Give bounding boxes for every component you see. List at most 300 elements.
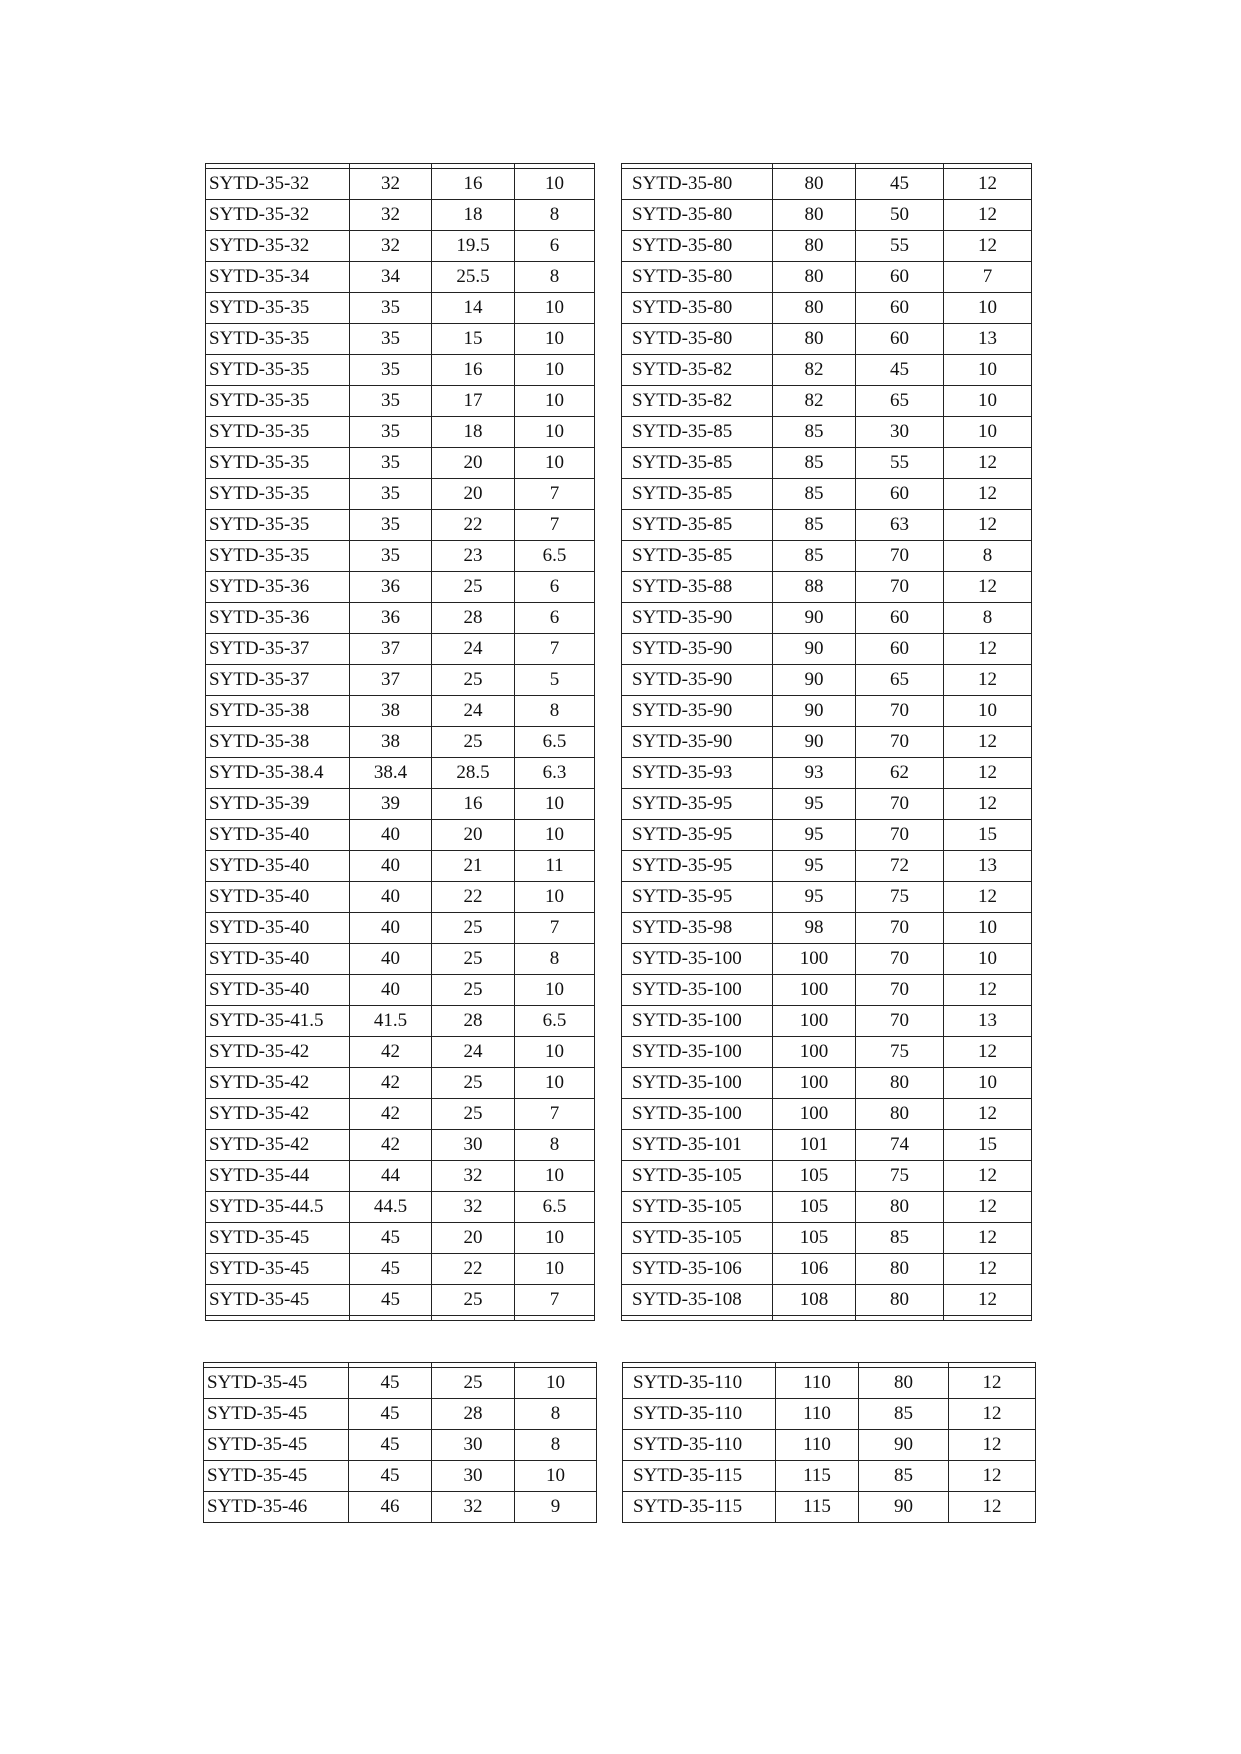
inner-diameter-cell: 25 — [432, 1285, 515, 1316]
thickness-cell: 12 — [944, 169, 1032, 200]
inner-diameter-cell: 60 — [856, 603, 944, 634]
model-cell: SYTD-35-80 — [622, 231, 773, 262]
model-cell: SYTD-35-38.4 — [206, 758, 350, 789]
outer-diameter-cell: 35 — [350, 417, 432, 448]
table-row — [206, 169, 595, 200]
outer-diameter-cell: 38 — [350, 727, 432, 758]
thickness-cell: 12 — [944, 1192, 1032, 1223]
outer-diameter-cell: 44.5 — [350, 1192, 432, 1223]
table-edge-row — [206, 1316, 595, 1321]
thickness-cell: 8 — [944, 603, 1032, 634]
table-row — [622, 1223, 1032, 1254]
inner-diameter-cell: 25 — [432, 665, 515, 696]
table-edge-cell — [773, 1316, 856, 1321]
outer-diameter-cell: 41.5 — [350, 1006, 432, 1037]
table-row — [204, 1399, 597, 1430]
inner-diameter-cell: 60 — [856, 324, 944, 355]
table-edge-cell — [944, 1316, 1032, 1321]
table-row — [206, 727, 595, 758]
table-edge-cell — [432, 1316, 515, 1321]
inner-diameter-cell: 70 — [856, 727, 944, 758]
thickness-cell: 10 — [515, 417, 595, 448]
table-row — [206, 200, 595, 231]
thickness-cell: 12 — [944, 231, 1032, 262]
table-row — [622, 262, 1032, 293]
thickness-cell: 12 — [944, 200, 1032, 231]
thickness-cell: 8 — [515, 262, 595, 293]
thickness-cell: 10 — [944, 417, 1032, 448]
model-cell: SYTD-35-37 — [206, 665, 350, 696]
inner-diameter-cell: 24 — [432, 1037, 515, 1068]
outer-diameter-cell: 32 — [350, 169, 432, 200]
model-cell: SYTD-35-95 — [622, 851, 773, 882]
thickness-cell: 6 — [515, 572, 595, 603]
thickness-cell: 6.5 — [515, 727, 595, 758]
model-cell: SYTD-35-40 — [206, 913, 350, 944]
table-row — [206, 696, 595, 727]
table-row — [206, 1130, 595, 1161]
model-cell: SYTD-35-90 — [622, 696, 773, 727]
thickness-cell: 13 — [944, 324, 1032, 355]
thickness-cell: 10 — [515, 1161, 595, 1192]
model-cell: SYTD-35-108 — [622, 1285, 773, 1316]
table-row — [206, 944, 595, 975]
table-row — [622, 510, 1032, 541]
outer-diameter-cell: 105 — [773, 1223, 856, 1254]
model-cell: SYTD-35-39 — [206, 789, 350, 820]
thickness-cell: 12 — [944, 572, 1032, 603]
model-cell: SYTD-35-101 — [622, 1130, 773, 1161]
table-row — [622, 1254, 1032, 1285]
model-cell: SYTD-35-85 — [622, 417, 773, 448]
inner-diameter-cell: 25 — [432, 913, 515, 944]
thickness-cell: 10 — [944, 913, 1032, 944]
inner-diameter-cell: 65 — [856, 386, 944, 417]
inner-diameter-cell: 25 — [432, 1068, 515, 1099]
model-cell: SYTD-35-80 — [622, 324, 773, 355]
outer-diameter-cell: 115 — [776, 1492, 859, 1523]
table-row — [622, 1006, 1032, 1037]
outer-diameter-cell: 35 — [350, 479, 432, 510]
model-cell: SYTD-35-35 — [206, 448, 350, 479]
inner-diameter-cell: 28 — [432, 1399, 515, 1430]
table-row — [206, 1099, 595, 1130]
thickness-cell: 12 — [944, 1037, 1032, 1068]
model-cell: SYTD-35-45 — [204, 1368, 349, 1399]
model-cell: SYTD-35-46 — [204, 1492, 349, 1523]
thickness-cell: 10 — [515, 169, 595, 200]
outer-diameter-cell: 35 — [350, 541, 432, 572]
outer-diameter-cell: 32 — [350, 231, 432, 262]
table-row — [622, 603, 1032, 634]
inner-diameter-cell: 20 — [432, 820, 515, 851]
model-cell: SYTD-35-40 — [206, 975, 350, 1006]
thickness-cell: 10 — [515, 820, 595, 851]
inner-diameter-cell: 19.5 — [432, 231, 515, 262]
outer-diameter-cell: 100 — [773, 1099, 856, 1130]
thickness-cell: 10 — [515, 448, 595, 479]
table-row — [206, 479, 595, 510]
outer-diameter-cell: 36 — [350, 603, 432, 634]
table-row — [204, 1368, 597, 1399]
table-row — [206, 913, 595, 944]
model-cell: SYTD-35-100 — [622, 1068, 773, 1099]
inner-diameter-cell: 80 — [859, 1368, 949, 1399]
table-row — [622, 1130, 1032, 1161]
thickness-cell: 10 — [515, 882, 595, 913]
thickness-cell: 12 — [949, 1399, 1036, 1430]
model-cell: SYTD-35-106 — [622, 1254, 773, 1285]
inner-diameter-cell: 70 — [856, 944, 944, 975]
table-row — [622, 882, 1032, 913]
table-row — [206, 231, 595, 262]
inner-diameter-cell: 25.5 — [432, 262, 515, 293]
outer-diameter-cell: 45 — [350, 1223, 432, 1254]
table-row — [622, 727, 1032, 758]
model-cell: SYTD-35-32 — [206, 169, 350, 200]
inner-diameter-cell: 74 — [856, 1130, 944, 1161]
outer-diameter-cell: 95 — [773, 820, 856, 851]
inner-diameter-cell: 24 — [432, 696, 515, 727]
inner-diameter-cell: 70 — [856, 913, 944, 944]
thickness-cell: 15 — [944, 1130, 1032, 1161]
inner-diameter-cell: 72 — [856, 851, 944, 882]
model-cell: SYTD-35-85 — [622, 510, 773, 541]
outer-diameter-cell: 80 — [773, 324, 856, 355]
inner-diameter-cell: 80 — [856, 1192, 944, 1223]
thickness-cell: 10 — [515, 293, 595, 324]
inner-diameter-cell: 22 — [432, 510, 515, 541]
thickness-cell: 10 — [944, 1068, 1032, 1099]
table-row — [622, 913, 1032, 944]
inner-diameter-cell: 60 — [856, 479, 944, 510]
inner-diameter-cell: 24 — [432, 634, 515, 665]
thickness-cell: 10 — [515, 1368, 597, 1399]
inner-diameter-cell: 28.5 — [432, 758, 515, 789]
spec-table-bottom-right — [622, 1362, 1036, 1523]
table-row — [204, 1461, 597, 1492]
model-cell: SYTD-35-82 — [622, 386, 773, 417]
table-edge-row — [622, 1316, 1032, 1321]
outer-diameter-cell: 90 — [773, 665, 856, 696]
outer-diameter-cell: 34 — [350, 262, 432, 293]
table-row — [206, 417, 595, 448]
model-cell: SYTD-35-37 — [206, 634, 350, 665]
outer-diameter-cell: 98 — [773, 913, 856, 944]
outer-diameter-cell: 42 — [350, 1130, 432, 1161]
outer-diameter-cell: 105 — [773, 1161, 856, 1192]
outer-diameter-cell: 80 — [773, 293, 856, 324]
table-row — [206, 1161, 595, 1192]
thickness-cell: 10 — [515, 1223, 595, 1254]
model-cell: SYTD-35-42 — [206, 1130, 350, 1161]
outer-diameter-cell: 39 — [350, 789, 432, 820]
inner-diameter-cell: 28 — [432, 1006, 515, 1037]
outer-diameter-cell: 90 — [773, 634, 856, 665]
thickness-cell: 11 — [515, 851, 595, 882]
outer-diameter-cell: 35 — [350, 293, 432, 324]
outer-diameter-cell: 44 — [350, 1161, 432, 1192]
thickness-cell: 8 — [515, 944, 595, 975]
table-row — [206, 1223, 595, 1254]
inner-diameter-cell: 85 — [856, 1223, 944, 1254]
inner-diameter-cell: 16 — [432, 355, 515, 386]
outer-diameter-cell: 80 — [773, 231, 856, 262]
model-cell: SYTD-35-45 — [204, 1461, 349, 1492]
outer-diameter-cell: 42 — [350, 1037, 432, 1068]
model-cell: SYTD-35-110 — [623, 1430, 776, 1461]
inner-diameter-cell: 75 — [856, 1037, 944, 1068]
outer-diameter-cell: 90 — [773, 603, 856, 634]
inner-diameter-cell: 22 — [432, 1254, 515, 1285]
spec-table-top-left — [205, 163, 595, 1321]
table-row — [622, 975, 1032, 1006]
thickness-cell: 8 — [515, 1130, 595, 1161]
inner-diameter-cell: 20 — [432, 448, 515, 479]
thickness-cell: 5 — [515, 665, 595, 696]
inner-diameter-cell: 25 — [432, 572, 515, 603]
outer-diameter-cell: 85 — [773, 479, 856, 510]
thickness-cell: 12 — [949, 1430, 1036, 1461]
model-cell: SYTD-35-40 — [206, 851, 350, 882]
model-cell: SYTD-35-35 — [206, 386, 350, 417]
table-row — [622, 572, 1032, 603]
thickness-cell: 12 — [944, 727, 1032, 758]
thickness-cell: 8 — [944, 541, 1032, 572]
thickness-cell: 10 — [515, 975, 595, 1006]
inner-diameter-cell: 50 — [856, 200, 944, 231]
inner-diameter-cell: 15 — [432, 324, 515, 355]
thickness-cell: 10 — [515, 355, 595, 386]
table-row — [622, 1099, 1032, 1130]
inner-diameter-cell: 30 — [432, 1130, 515, 1161]
table-row — [206, 851, 595, 882]
table-row — [622, 386, 1032, 417]
inner-diameter-cell: 17 — [432, 386, 515, 417]
model-cell: SYTD-35-45 — [206, 1285, 350, 1316]
thickness-cell: 12 — [944, 789, 1032, 820]
model-cell: SYTD-35-95 — [622, 789, 773, 820]
outer-diameter-cell: 38 — [350, 696, 432, 727]
inner-diameter-cell: 20 — [432, 1223, 515, 1254]
outer-diameter-cell: 82 — [773, 355, 856, 386]
outer-diameter-cell: 35 — [350, 386, 432, 417]
thickness-cell: 12 — [949, 1492, 1036, 1523]
table-edge-cell — [856, 1316, 944, 1321]
model-cell: SYTD-35-115 — [623, 1492, 776, 1523]
outer-diameter-cell: 100 — [773, 975, 856, 1006]
outer-diameter-cell: 80 — [773, 200, 856, 231]
thickness-cell: 12 — [949, 1368, 1036, 1399]
thickness-cell: 10 — [515, 386, 595, 417]
model-cell: SYTD-35-100 — [622, 944, 773, 975]
thickness-cell: 12 — [944, 758, 1032, 789]
outer-diameter-cell: 80 — [773, 169, 856, 200]
table-row — [206, 1006, 595, 1037]
model-cell: SYTD-35-98 — [622, 913, 773, 944]
thickness-cell: 10 — [944, 944, 1032, 975]
inner-diameter-cell: 60 — [856, 262, 944, 293]
spec-table-top-right — [621, 163, 1032, 1321]
outer-diameter-cell: 95 — [773, 851, 856, 882]
inner-diameter-cell: 18 — [432, 200, 515, 231]
outer-diameter-cell: 82 — [773, 386, 856, 417]
model-cell: SYTD-35-90 — [622, 727, 773, 758]
outer-diameter-cell: 42 — [350, 1068, 432, 1099]
table-row — [623, 1461, 1036, 1492]
model-cell: SYTD-35-105 — [622, 1161, 773, 1192]
inner-diameter-cell: 60 — [856, 293, 944, 324]
inner-diameter-cell: 70 — [856, 975, 944, 1006]
model-cell: SYTD-35-105 — [622, 1192, 773, 1223]
table-row — [622, 820, 1032, 851]
inner-diameter-cell: 32 — [432, 1161, 515, 1192]
inner-diameter-cell: 60 — [856, 634, 944, 665]
outer-diameter-cell: 110 — [776, 1430, 859, 1461]
model-cell: SYTD-35-35 — [206, 324, 350, 355]
inner-diameter-cell: 25 — [432, 1099, 515, 1130]
table-row — [622, 758, 1032, 789]
thickness-cell: 8 — [515, 1399, 597, 1430]
inner-diameter-cell: 63 — [856, 510, 944, 541]
outer-diameter-cell: 85 — [773, 448, 856, 479]
table-row — [622, 1285, 1032, 1316]
outer-diameter-cell: 42 — [350, 1099, 432, 1130]
model-cell: SYTD-35-38 — [206, 696, 350, 727]
thickness-cell: 7 — [515, 1285, 595, 1316]
outer-diameter-cell: 100 — [773, 1068, 856, 1099]
outer-diameter-cell: 115 — [776, 1461, 859, 1492]
outer-diameter-cell: 100 — [773, 1006, 856, 1037]
table-edge-cell — [350, 1316, 432, 1321]
outer-diameter-cell: 46 — [349, 1492, 432, 1523]
model-cell: SYTD-35-38 — [206, 727, 350, 758]
outer-diameter-cell: 40 — [350, 851, 432, 882]
table-row — [206, 603, 595, 634]
model-cell: SYTD-35-100 — [622, 1006, 773, 1037]
table-row — [622, 851, 1032, 882]
table-row — [622, 944, 1032, 975]
inner-diameter-cell: 55 — [856, 231, 944, 262]
model-cell: SYTD-35-40 — [206, 882, 350, 913]
outer-diameter-cell: 40 — [350, 944, 432, 975]
thickness-cell: 12 — [944, 1161, 1032, 1192]
inner-diameter-cell: 75 — [856, 882, 944, 913]
outer-diameter-cell: 105 — [773, 1192, 856, 1223]
outer-diameter-cell: 85 — [773, 510, 856, 541]
inner-diameter-cell: 70 — [856, 696, 944, 727]
thickness-cell: 12 — [944, 1285, 1032, 1316]
model-cell: SYTD-35-95 — [622, 882, 773, 913]
model-cell: SYTD-35-45 — [204, 1399, 349, 1430]
model-cell: SYTD-35-85 — [622, 541, 773, 572]
thickness-cell: 12 — [944, 882, 1032, 913]
thickness-cell: 15 — [944, 820, 1032, 851]
outer-diameter-cell: 45 — [349, 1430, 432, 1461]
thickness-cell: 6.3 — [515, 758, 595, 789]
outer-diameter-cell: 106 — [773, 1254, 856, 1285]
table-row — [622, 324, 1032, 355]
model-cell: SYTD-35-45 — [204, 1430, 349, 1461]
table-row — [623, 1430, 1036, 1461]
model-cell: SYTD-35-82 — [622, 355, 773, 386]
table-row — [206, 510, 595, 541]
thickness-cell: 12 — [949, 1461, 1036, 1492]
table-row — [622, 200, 1032, 231]
thickness-cell: 7 — [515, 479, 595, 510]
outer-diameter-cell: 38.4 — [350, 758, 432, 789]
inner-diameter-cell: 62 — [856, 758, 944, 789]
table-row — [206, 1037, 595, 1068]
outer-diameter-cell: 37 — [350, 634, 432, 665]
thickness-cell: 10 — [515, 1254, 595, 1285]
outer-diameter-cell: 37 — [350, 665, 432, 696]
model-cell: SYTD-35-80 — [622, 262, 773, 293]
thickness-cell: 10 — [944, 386, 1032, 417]
inner-diameter-cell: 25 — [432, 1368, 515, 1399]
thickness-cell: 12 — [944, 634, 1032, 665]
table-row — [204, 1492, 597, 1523]
table-row — [206, 541, 595, 572]
inner-diameter-cell: 22 — [432, 882, 515, 913]
table-row — [623, 1368, 1036, 1399]
model-cell: SYTD-35-40 — [206, 944, 350, 975]
outer-diameter-cell: 95 — [773, 789, 856, 820]
inner-diameter-cell: 16 — [432, 789, 515, 820]
inner-diameter-cell: 80 — [856, 1254, 944, 1285]
inner-diameter-cell: 18 — [432, 417, 515, 448]
model-cell: SYTD-35-41.5 — [206, 1006, 350, 1037]
inner-diameter-cell: 32 — [432, 1492, 515, 1523]
outer-diameter-cell: 108 — [773, 1285, 856, 1316]
model-cell: SYTD-35-36 — [206, 572, 350, 603]
table-row — [622, 169, 1032, 200]
inner-diameter-cell: 70 — [856, 1006, 944, 1037]
thickness-cell: 8 — [515, 696, 595, 727]
table-row — [206, 975, 595, 1006]
table-row — [622, 789, 1032, 820]
thickness-cell: 8 — [515, 1430, 597, 1461]
inner-diameter-cell: 80 — [856, 1285, 944, 1316]
inner-diameter-cell: 80 — [856, 1068, 944, 1099]
model-cell: SYTD-35-110 — [623, 1399, 776, 1430]
thickness-cell: 7 — [944, 262, 1032, 293]
outer-diameter-cell: 40 — [350, 975, 432, 1006]
outer-diameter-cell: 36 — [350, 572, 432, 603]
table-row — [622, 417, 1032, 448]
model-cell: SYTD-35-42 — [206, 1099, 350, 1130]
model-cell: SYTD-35-35 — [206, 417, 350, 448]
model-cell: SYTD-35-90 — [622, 603, 773, 634]
outer-diameter-cell: 110 — [776, 1368, 859, 1399]
thickness-cell: 7 — [515, 510, 595, 541]
thickness-cell: 10 — [515, 1037, 595, 1068]
thickness-cell: 9 — [515, 1492, 597, 1523]
thickness-cell: 10 — [515, 1068, 595, 1099]
outer-diameter-cell: 100 — [773, 1037, 856, 1068]
thickness-cell: 12 — [944, 975, 1032, 1006]
table-row — [206, 1254, 595, 1285]
thickness-cell: 10 — [944, 355, 1032, 386]
inner-diameter-cell: 32 — [432, 1192, 515, 1223]
model-cell: SYTD-35-115 — [623, 1461, 776, 1492]
table-row — [622, 355, 1032, 386]
inner-diameter-cell: 14 — [432, 293, 515, 324]
inner-diameter-cell: 45 — [856, 355, 944, 386]
outer-diameter-cell: 85 — [773, 541, 856, 572]
table-row — [206, 324, 595, 355]
table-row — [206, 789, 595, 820]
